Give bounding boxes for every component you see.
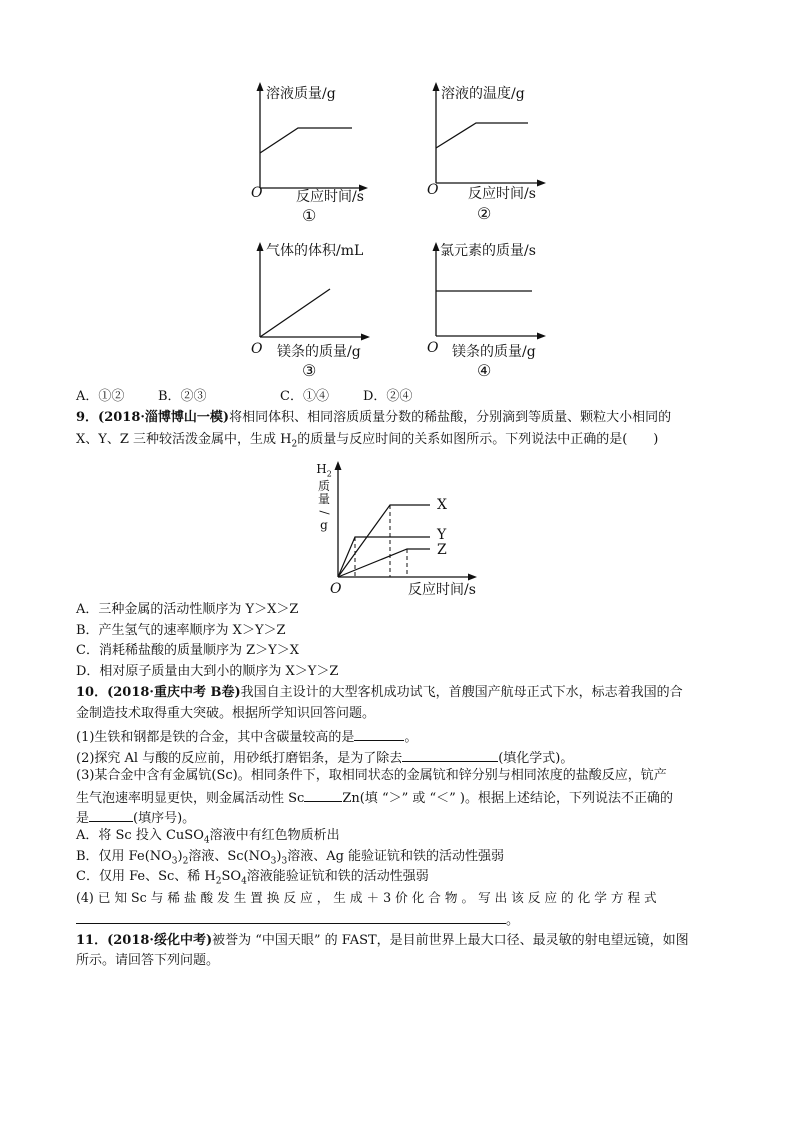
q10-part-2-text: (2)探究 Al 与酸的反应前，用砂纸打磨铝条，是为了除去 <box>76 751 403 766</box>
q10-option-b-sub-2: 2 <box>182 856 189 867</box>
q10-part-3-text-d: (填序号)。 <box>133 811 196 826</box>
chart-ylabel-char-1: 质 <box>317 479 330 494</box>
graph-4-ylabel: 氯元素的质量/s <box>440 243 536 259</box>
q11-stem-line-2: 所示。请回答下列问题。 <box>76 953 220 968</box>
q11-stem-line-1 <box>76 933 689 949</box>
graph-3-xlabel: 镁条的质量/g <box>277 344 361 360</box>
curve-3 <box>260 289 330 337</box>
graph-1-ylabel: 溶液质量/g <box>266 86 336 102</box>
chart-series-label-y: Y <box>437 527 447 543</box>
q10-option-c-text: C．仅用 Fe、Sc、稀 H <box>76 869 216 884</box>
q10-stem-line-1 <box>76 685 683 701</box>
q10-part-3-line-3 <box>76 808 195 827</box>
q9-option-b[interactable]: B．产生氢气的速率顺序为 X＞Y＞Z <box>76 623 286 638</box>
q9-stem-text-2: X、Y、Z 三种较活泼金属中，生成 H <box>76 432 292 447</box>
q10-option-b-paren-2: ) <box>276 849 282 864</box>
series-z-line <box>338 549 430 577</box>
q10-part-3-text-a: 生气泡速率明显更快，则金属活动性 Sc <box>76 791 305 806</box>
q9-option-d[interactable]: D．相对原子质量由大到小的顺序为 X＞Y＞Z <box>76 664 339 679</box>
q11-number: 11． <box>76 933 108 948</box>
q10-part-1-text: (1)生铁和钢都是铁的合金，其中含碳量较高的是 <box>76 730 355 745</box>
x-arrow <box>361 334 370 341</box>
q10-answer-blank-3[interactable] <box>304 788 342 802</box>
q10-part-3-text-b: Zn(填 “＞” 或 “＜” )。根据上述结论，下列说法不正确的 <box>342 791 673 806</box>
graph-4-xlabel: 镁条的质量/g <box>452 344 536 360</box>
chart-origin: O <box>330 581 342 597</box>
q10-option-b-text-2: 溶液、Sc(NO <box>188 849 271 864</box>
q10-option-c-sub-1: 2 <box>215 876 222 887</box>
graph-2-origin: O <box>427 182 439 198</box>
q10-part-2-end: (填化学式)。 <box>498 751 574 766</box>
q9-stem-line-2 <box>76 432 658 453</box>
curve-2 <box>436 123 528 148</box>
x-arrow <box>537 180 546 187</box>
q10-answer-blank-1[interactable] <box>354 727 404 741</box>
chart-ylabel-char-2: 量 <box>317 492 330 507</box>
q10-option-a-text: A．将 Sc 投入 CuSO <box>76 828 204 843</box>
curve-1 <box>260 128 352 153</box>
q10-option-c-so: SO <box>221 869 242 884</box>
q9-option-a[interactable]: A．三种金属的活动性顺序为 Y＞X＞Z <box>76 602 299 617</box>
q10-part-2 <box>76 748 573 767</box>
q10-part-4-end: 。 <box>506 913 520 928</box>
q10-part-4-line-2 <box>76 910 519 929</box>
series-x-line <box>338 505 430 577</box>
q9-stem-text-1: 将相同体积、相同溶质质量分数的稀盐酸，分别滴到等质量、颗粒大小相同的 <box>229 410 672 425</box>
graph-1-index: ① <box>302 206 317 225</box>
q10-option-a-sub: 4 <box>203 835 210 846</box>
q10-option-b-paren-1: ) <box>177 849 183 864</box>
q10-part-3-line-2 <box>76 788 673 807</box>
q10-source: (2018·重庆中考 B卷) <box>107 685 241 700</box>
x-arrow <box>537 333 546 340</box>
q9-stem-line-1 <box>76 410 671 426</box>
q10-stem-line-2: 金制造技术取得重大突破。根据所学知识回答问题。 <box>76 706 376 721</box>
q10-option-c-rest: 溶液能验证钪和铁的活动性强弱 <box>246 869 429 884</box>
graph-4-index: ④ <box>477 361 492 380</box>
q9-source: (2018·淄博博山一模) <box>98 410 230 425</box>
graph-2-ylabel: 溶液的温度/g <box>441 86 525 102</box>
graph-1-xlabel: 反应时间/s <box>296 189 364 205</box>
q10-answer-blank-5[interactable] <box>76 910 506 924</box>
chart-series-label-x: X <box>437 497 447 513</box>
q10-option-c[interactable] <box>76 869 429 890</box>
graph-3-ylabel: 气体的体积/mL <box>266 243 364 259</box>
graph-2-xlabel: 反应时间/s <box>468 186 536 202</box>
q9-stem-sub: 2 <box>291 439 298 450</box>
q8-option-c[interactable]: C．①④ <box>280 389 329 404</box>
q11-source: (2018·绥化中考) <box>107 933 213 948</box>
q10-option-b-sub-4: 3 <box>281 856 288 867</box>
q10-answer-blank-4[interactable] <box>89 808 133 822</box>
chart-ylabel-char-4: g <box>320 518 328 533</box>
graph-3-origin: O <box>251 341 263 357</box>
q10-option-b[interactable] <box>76 849 504 870</box>
q10-part-3-text-c: 是 <box>76 811 90 826</box>
graph-4-origin: O <box>427 340 439 356</box>
q10-option-a[interactable] <box>76 828 340 849</box>
q10-option-b-sub-1: 3 <box>171 856 178 867</box>
graph-3-index: ③ <box>302 361 317 380</box>
y-arrow <box>433 82 440 91</box>
q8-option-d[interactable]: D．②④ <box>363 389 413 404</box>
q10-part-1-end: 。 <box>404 730 418 745</box>
chart-ylabel <box>316 463 332 532</box>
y-arrow <box>257 242 264 251</box>
q9-option-c[interactable]: C．消耗稀盐酸的质量顺序为 Z＞Y＞X <box>76 643 299 658</box>
q10-option-b-rest: 溶液、Ag 能验证钪和铁的活动性强弱 <box>287 849 505 864</box>
chart-y-arrow <box>335 461 342 470</box>
q10-option-b-sub-3: 3 <box>270 856 277 867</box>
q8-option-a[interactable]: A．①② <box>76 389 125 404</box>
q8-option-b[interactable]: B．②③ <box>158 389 207 404</box>
q10-option-a-rest: 溶液中有红色物质析出 <box>209 828 340 843</box>
y-arrow <box>433 242 440 251</box>
q10-part-1 <box>76 727 417 746</box>
q11-stem-text-1: 被誉为 “中国天眼” 的 FAST，是目前世界上最大口径、最灵敏的射电望远镜，如图 <box>212 933 689 948</box>
q9-stem-text-3: 的质量与反应时间的关系如图所示。下列说法中正确的是( ) <box>297 432 659 447</box>
chart-x-arrow <box>468 574 477 581</box>
q10-answer-blank-2[interactable] <box>402 748 498 762</box>
q10-option-c-sub-2: 4 <box>241 876 247 887</box>
q10-stem-text-1: 我国自主设计的大型客机成功试飞，首艘国产航母正式下水，标志着我国的合 <box>240 685 683 700</box>
graph-2-index: ② <box>477 204 492 223</box>
q10-part-3-line-1: (3)某合金中含有金属钪(Sc)。相同条件下，取相同状态的金属钪和锌分别与相同浓度的盐酸反应，钪产 <box>76 768 667 783</box>
chart-series-label-z: Z <box>437 542 447 558</box>
q9-number: 9． <box>76 410 99 425</box>
chart-ylabel-sub: 2 <box>326 469 332 479</box>
y-arrow <box>257 82 264 91</box>
graph-1-origin: O <box>251 185 263 201</box>
q10-number: 10． <box>76 685 108 700</box>
q10-option-b-text: B．仅用 Fe(NO <box>76 849 172 864</box>
q10-part-4-line-1: (4) 已 知 Sc 与 稀 盐 酸 发 生 置 换 反 应 ， 生 成 ＋ 3 价 化 合 物 。 写 出 该 反 应 的 化 学 方 程 式 <box>76 890 657 905</box>
chart-ylabel-h: H <box>316 462 327 476</box>
chart-ylabel-char-3: / <box>317 510 332 515</box>
chart-xlabel: 反应时间/s <box>408 582 476 598</box>
